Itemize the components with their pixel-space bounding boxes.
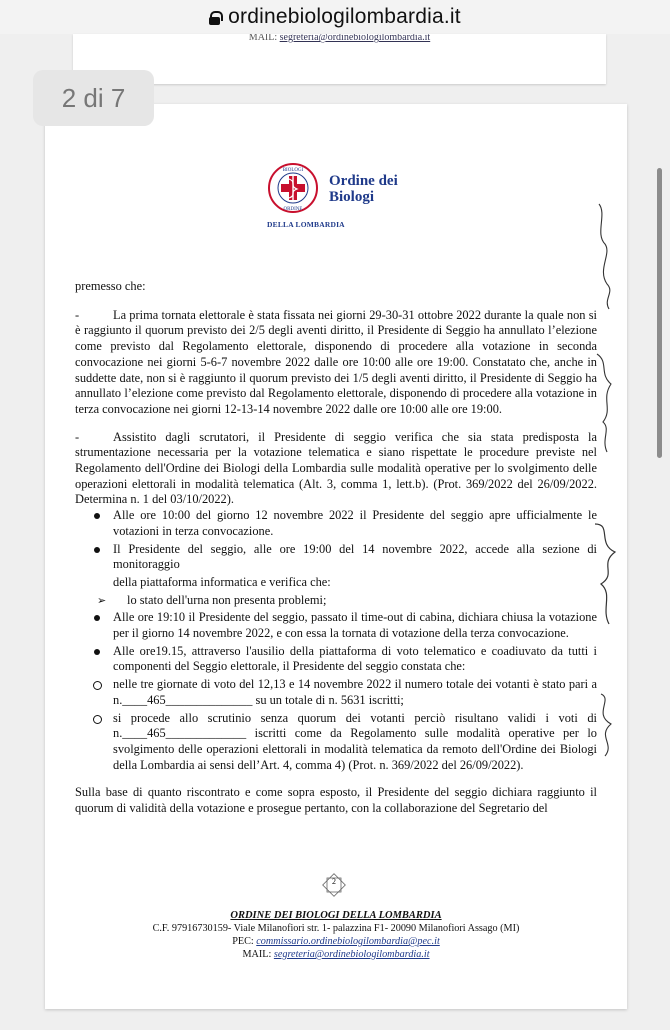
- ordine-seal-icon: [267, 162, 319, 214]
- ordine-biologi-logo: [267, 162, 417, 232]
- list-item: Alle ore 10:00 del giorno 12 novembre 2022 il Presidente del seggio apre ufficialmente le votazioni in terza convocazione.: [91, 508, 597, 539]
- list-item-continuation: della piattaforma informatica e verifica che:: [113, 574, 331, 589]
- list-item: Alle ore19.15, attraverso l'ausilio della piattaforma di voto telematico e coadiuvato da tutti i componenti del Seggio elettorale, il Presidente del seggio constata che:: [91, 644, 597, 675]
- list-item-circle: si procede allo scrutinio senza quorum dei votanti perciò risultano validi i voti di n.____465_____________ iscritti come da Regolamento sulle modalità operative per lo svolgimento delle operazioni elettorali in modalità telematica da remoto dell'Ordine dei Biologi della Lombardia ai sensi dell’Art. 4, comma 4) (Prot. n. 369/2022 del 26/09/2022).: [91, 711, 597, 774]
- logo-name-line1: Ordine dei: [329, 173, 398, 189]
- logo-region: DELLA LOMBARDIA: [267, 220, 345, 229]
- mail-link[interactable]: segreteria@ordinebiologilombardia.it: [273, 949, 430, 960]
- pec-link[interactable]: commissario.ordinebiologilombardia@pec.it: [256, 936, 440, 947]
- page-number: 2: [332, 877, 336, 886]
- footer-mail: MAIL: segreteria@ordinebiologilombardia.it: [242, 949, 430, 960]
- document-page: [45, 104, 627, 1009]
- list-item-arrow: ➢ lo stato dell'urna non presenta problemi;: [91, 593, 597, 609]
- logo-name-line2: Biologi: [329, 189, 375, 205]
- address-bar[interactable]: [0, 0, 670, 34]
- list-item: Il Presidente del seggio, alle ore 19:00 del 14 novembre 2022, accede alla sezione di monitoraggio: [91, 542, 597, 573]
- url-text: ordinebiologilombardia.it: [228, 5, 461, 28]
- previous-page-mail: MAIL: segreteria@ordinebiologilombardia.it: [248, 34, 431, 43]
- procedure-list: [91, 508, 597, 773]
- margin-signatures: [587, 104, 627, 1009]
- lock-icon: [209, 11, 220, 25]
- footer-address: C.F. 97916730159- Viale Milanofiori str. 1- palazzina F1- 20090 Milanofiori Assago (MI): [152, 923, 520, 934]
- footer-org: ORDINE DEI BIOLOGI DELLA LOMBARDIA: [230, 910, 442, 921]
- scrollbar-thumb[interactable]: [657, 168, 662, 458]
- footer-pec: PEC: commissario.ordinebiologilombardia@pec.it: [232, 936, 440, 947]
- svg-text:ORDINE: ORDINE: [283, 207, 303, 212]
- svg-text:BIOLOGI: BIOLOGI: [282, 168, 304, 173]
- list-item: Alle ore 19:10 il Presidente del seggio, passato il time-out di cabina, dichiara chiusa la votazione per il giorno 14 novembre 2022, e con essa la tornata di votazione della terza convocazione.: [91, 610, 597, 641]
- premesso-heading: premesso che:: [75, 279, 146, 293]
- paragraph-conclusion: Sulla base di quanto riscontrato e come sopra esposto, il Presidente del seggio dichiara raggiunto il quorum di validità della votazione e prosegue pertanto, con la collaborazione del Segretario del: [75, 785, 597, 816]
- page-counter: 2 di 7: [33, 70, 154, 126]
- document-body: [75, 279, 597, 817]
- paragraph-prima-tornata: - La prima tornata elettorale è stata fissata nei giorni 29-30-31 ottobre 2022 durante la quale non si è raggiunto il quorum previsto dei 2/5 degli aventi diritto, il Presidente di Seggio ha annullato l’elezione come previsto dal Regolamento elettorale, disponendo di procedere alla votazione in seconda convocazione nei giorni 5-6-7 novembre 2022 dalle ore 10:00 alle ore 19:00. Constatato che, anche in suddette date, non si è raggiunto il quorum previsto dei 1/5 degli aventi diritto, il Presidente di Seggio ha annullato l’elezione come previsto dal Regolamento elettorale, disponendo di procedere alla votazione in terza convocazione nei giorni 12-13-14 novembre 2022 dalle ore 10:00 alle ore 19:00.: [75, 307, 597, 416]
- paragraph-scrutatori: - Assistito dagli scrutatori, il Presidente di seggio verifica che sia stata predisposta la strumentazione necessaria per la votazione telematica e siano rispettate le procedure previste nel Regolamento dell'Ordine dei Biologi della Lombardia sulle modalità operative per lo svolgimento delle operazioni elettorali in modalità telematica (Alt. 3, comma 1, lett.b). (Prot. 369/2022 del 26/09/2022. Determina n. 1 del 03/10/2022).: [75, 429, 597, 507]
- list-item-circle: nelle tre giornate di voto del 12,13 e 14 novembre 2022 il numero totale dei votanti è stato pari a n.____465______________ su un totale di n. 5631 iscritti;: [91, 677, 597, 708]
- document-footer: [45, 909, 627, 961]
